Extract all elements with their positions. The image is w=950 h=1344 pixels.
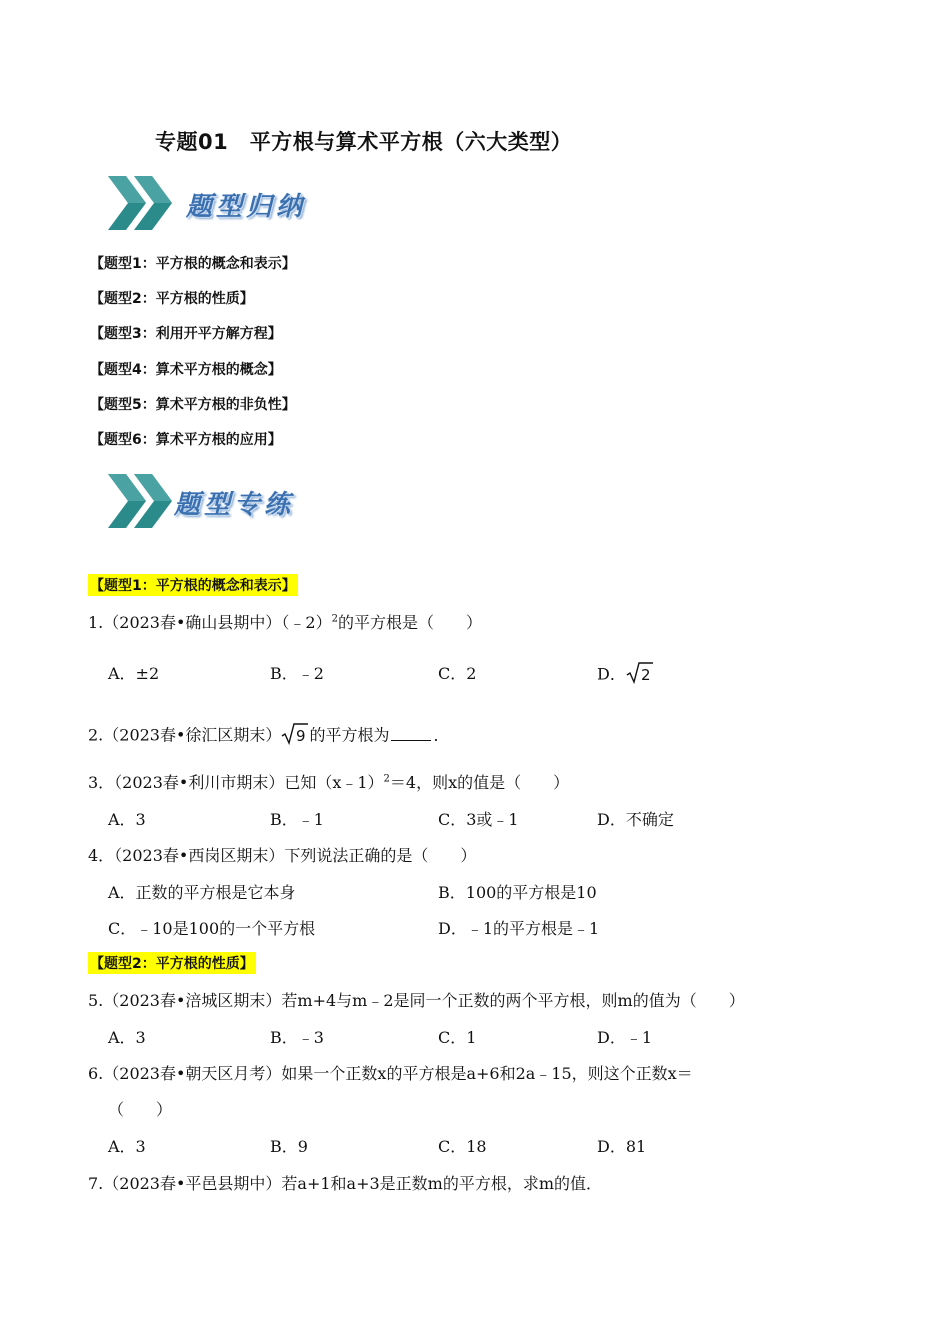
q4-option-c: C．﹣10是100的一个平方根 [108,919,316,938]
q1-option-d [597,661,654,689]
question-2-period: ． [433,725,450,745]
question-1 [88,610,482,633]
section-heading-1: 【题型1：平方根的概念和表示】 [88,574,298,596]
q3-option-d: D．不确定 [597,810,674,829]
question-6-paren: （ ） [108,1100,173,1119]
radical-sign-icon [281,722,309,746]
exponent: 2 [383,773,390,785]
question-3 [88,770,569,793]
q6-option-b: B．9 [270,1137,308,1156]
summary-banner-title: 题型归纳 [186,192,307,222]
q5-option-d: D．﹣1 [597,1028,653,1047]
q1-option-a: A．±2 [108,664,160,683]
q4-option-b: B．100的平方根是10 [438,883,597,902]
section-heading-2: 【题型2：平方根的性质】 [88,952,256,974]
practice-banner [100,470,340,540]
radical-sign-icon [626,661,654,685]
q3-option-c: C．3或﹣1 [438,810,519,829]
q6-option-d: D．81 [597,1137,647,1156]
question-6: 6.（2023春•朝天区月考）如果一个正数x的平方根是a+6和2a﹣15，则这个正数x＝ [88,1064,693,1083]
q1-option-c: C．2 [438,664,477,683]
question-7: 7.（2023春•平邑县期中）若a+1和a+3是正数m的平方根，求m的值． [88,1174,603,1193]
question-1-text: 1.（2023春•确山县期中）（﹣2） [88,613,332,632]
double-chevron-icon [100,172,180,234]
toc-item-2: 【题型2：平方根的性质】 [90,291,254,307]
question-3-text-end: ＝4，则x的值是（ ） [389,773,570,792]
answer-blank[interactable] [391,726,431,741]
toc-item-6: 【题型6：算术平方根的应用】 [90,432,282,448]
question-5: 5.（2023春•涪城区期末）若m+4与m﹣2是同一个正数的两个平方根，则m的值为（ ） [88,991,745,1010]
q5-option-b: B．﹣3 [270,1028,324,1047]
sqrt-2-radicand: 2 [640,666,651,684]
practice-banner-title: 题型专练 [174,490,295,520]
q4-option-d: D．﹣1的平方根是﹣1 [438,919,600,938]
toc-item-1: 【题型1：平方根的概念和表示】 [90,256,296,272]
summary-banner [100,172,340,242]
question-1-text-end: 的平方根是（ ） [337,613,482,632]
toc-item-4: 【题型4：算术平方根的概念】 [90,362,282,378]
sqrt-9-radicand: 9 [296,727,306,745]
page-title: 专题01 平方根与算术平方根（六大类型） [155,130,573,154]
q5-option-c: C．1 [438,1028,477,1047]
question-2-text: 2.（2023春•徐汇区期末） [88,725,282,745]
double-chevron-icon [100,470,180,532]
question-2 [88,722,449,750]
question-2-text-end: 的平方根为 [309,725,390,745]
question-4: 4．（2023春•西岗区期末）下列说法正确的是（ ） [88,846,477,865]
exponent: 2 [331,613,338,625]
toc-item-5: 【题型5：算术平方根的非负性】 [90,397,296,413]
toc-item-3: 【题型3：利用开平方解方程】 [90,326,282,342]
q5-option-a: A．3 [108,1028,146,1047]
q3-option-a: A．3 [108,810,146,829]
q4-option-a: A．正数的平方根是它本身 [108,883,296,902]
sqrt-9 [281,722,309,750]
sqrt-2 [626,661,654,689]
question-3-text: 3．（2023春•利川市期末）已知（x﹣1） [88,773,384,792]
q6-option-c: C．18 [438,1137,487,1156]
q3-option-b: B．﹣1 [270,810,324,829]
q1-option-d-label: D． [597,664,626,684]
q6-option-a: A．3 [108,1137,146,1156]
q1-option-b: B．﹣2 [270,664,324,683]
